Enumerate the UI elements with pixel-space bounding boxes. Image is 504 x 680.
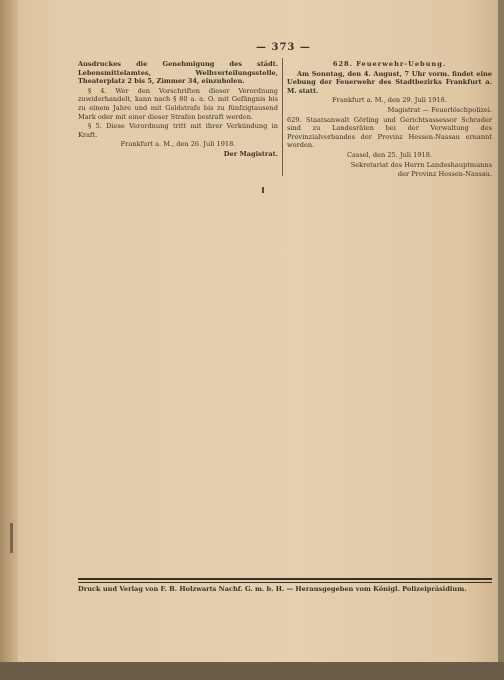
left-column — [78, 60, 278, 160]
ink-spot — [262, 187, 264, 193]
right-paragraph-1: Am Sonntag, den 4. August, 7 Uhr vorm. findet eine Uebung der Feuerwehr des Stadtbezirks Frankfurt a. M. statt. — [287, 69, 492, 95]
margin-mark — [10, 523, 13, 553]
footer-imprint: Druck und Verlag von F. B. Holzwarts Nachf. G. m. b. H. — Herausgegeben vom Königl. Polizeipräsidium. — [78, 585, 467, 593]
right-date-1: Frankfurt a. M., den 29. Juli 1918. — [332, 96, 447, 105]
page-left-shadow — [0, 0, 18, 680]
left-date: Frankfurt a. M., den 26. Juli 1918. — [120, 140, 236, 149]
left-paragraph-1: Ausdruckes die Genehmigung des städt. Lebensmittelamtes, Welhverteilungsstelle, Theaterplatz 2 bis 5, Zimmer 34, einzuholen. — [78, 60, 278, 86]
right-signature-1: Magistrat — Feuerlöschpolizei. — [387, 105, 492, 114]
right-signature-2b: der Provinz Hessen-Nassau. — [397, 170, 492, 179]
right-column — [287, 60, 492, 180]
footer-rule-thick — [78, 578, 492, 580]
page-right-edge — [498, 0, 504, 680]
left-signature: Der Magistrat. — [223, 149, 278, 158]
right-date-2: Cassel, den 25. Juli 1918. — [346, 150, 433, 159]
footer-rule-thin — [78, 582, 492, 583]
right-paragraph-2: 629. Staatsanwalt Görling und Gerichtsassessor Schrader sind zu Landesräten bei der Verwaltung des Provinzialverbandes der Provinz Hessen-Nassau ernannt worden. — [287, 115, 492, 150]
left-paragraph-3: § 5. Diese Verordnung tritt mit ihrer Verkündung in Kraft. — [78, 122, 278, 139]
column-divider — [282, 58, 283, 176]
right-signature-2a: Sekretariat des Herrn Landeshauptmanns — [350, 160, 492, 169]
left-paragraph-2: § 4. Wer den Vorschriften dieser Verordnung zuwiderhandelt, kann nach § 80 a. a. O. mit Gefängnis bis zu einem Jahre und mit Geldstrafe bis zu fünfzigtausend Mark oder mit einer dieser Strafen bestraft werden. — [78, 86, 278, 121]
right-heading: 628. Feuerwehr-Uebung. — [332, 60, 447, 68]
page-number: — 373 — — [256, 42, 311, 53]
page-bottom-band — [0, 662, 504, 680]
